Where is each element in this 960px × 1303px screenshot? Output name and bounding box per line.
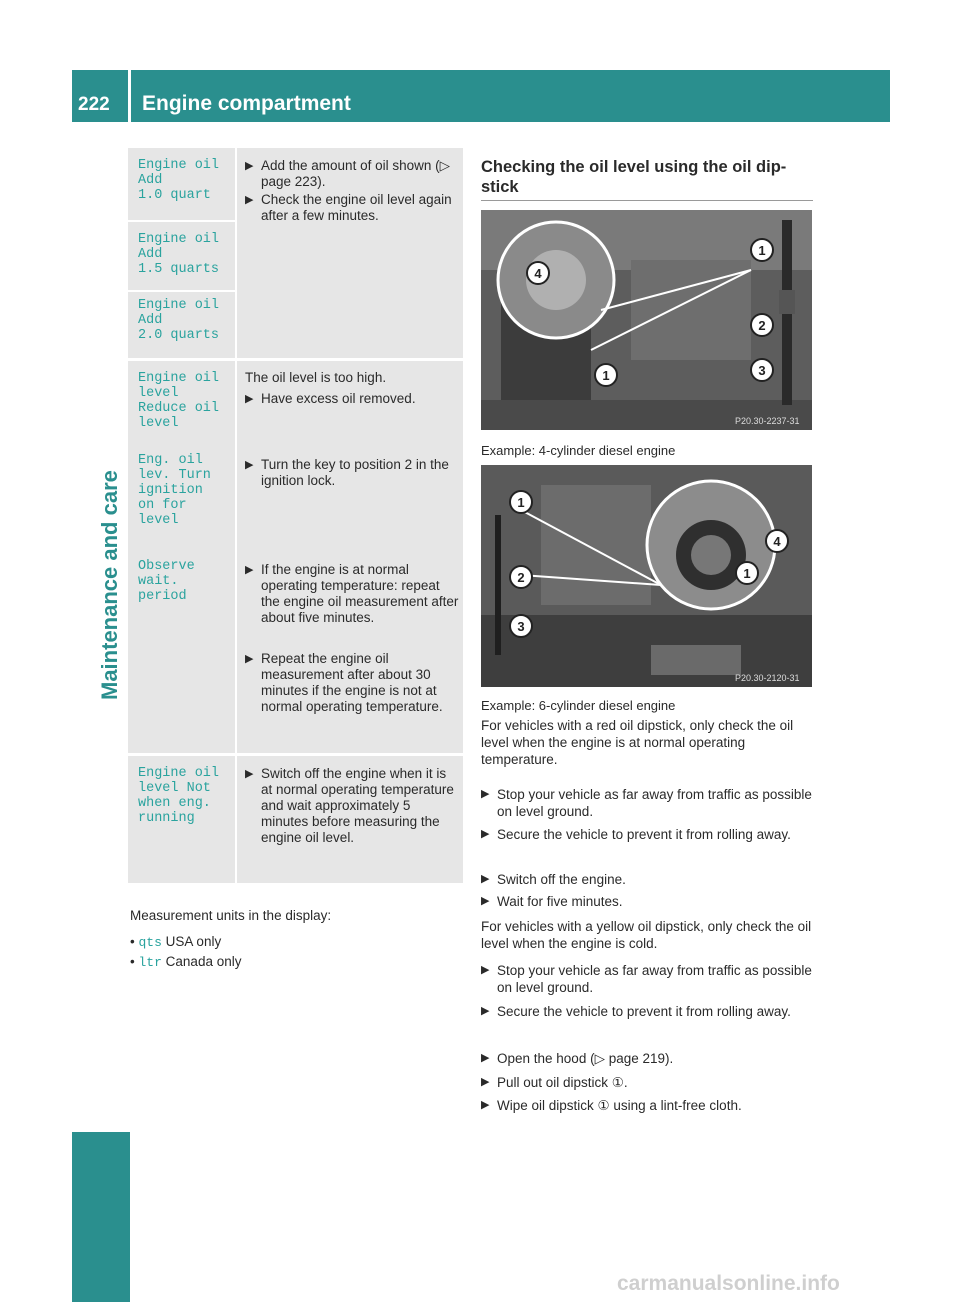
action-cell [237, 756, 463, 883]
message-cell [128, 756, 235, 883]
svg-text:4: 4 [534, 266, 542, 281]
svg-text:1: 1 [758, 243, 766, 258]
action-cell [237, 148, 463, 358]
instruction-step: ▶ Add the amount of oil shown (▷ page 223). [245, 158, 450, 189]
engine-photo-4cyl [481, 210, 812, 430]
step-arrow-icon: ▶ [245, 194, 254, 206]
svg-text:1: 1 [743, 566, 751, 581]
step-arrow-icon: ▶ [481, 1099, 490, 1111]
divider [128, 220, 235, 222]
step-arrow-icon: ▶ [245, 768, 254, 780]
instruction-step: ▶ Turn the key to position 2 in the ignition lock. [245, 457, 449, 488]
photo-caption: Example: 4-cylinder diesel engine [481, 443, 676, 458]
svg-text:3: 3 [758, 363, 766, 378]
header-divider [128, 70, 131, 122]
divider [128, 290, 235, 292]
section-tab [72, 1132, 130, 1302]
display-message: Observe wait. period [138, 559, 195, 604]
page-number: 222 [78, 94, 110, 115]
step-arrow-icon: ▶ [245, 459, 254, 471]
table-row [128, 756, 463, 883]
svg-text:1: 1 [517, 495, 525, 510]
instruction-step: ▶ Check the engine oil level again after a few minutes. [245, 192, 452, 223]
list-item [130, 932, 241, 952]
step-arrow-icon: ▶ [481, 1052, 490, 1064]
table-row [128, 361, 463, 753]
message-cell [128, 148, 235, 358]
instruction-step: ▶ Switch off the engine when it is at normal operating temperature and wait approximately 5 minutes before measuring the engine oil level. [245, 766, 454, 845]
instruction-step: ▶ If the engine is at normal operating temperature: repeat the engine oil measurement after about five minutes. [245, 562, 459, 625]
svg-text:P20.30-2120-31: P20.30-2120-31 [735, 673, 800, 683]
instruction-step: ▶ Repeat the engine oil measurement after about 30 minutes if the engine is not at normal operating temperature. [245, 651, 443, 714]
unit-code: qts [138, 935, 162, 950]
page-title: Engine compartment [142, 92, 351, 115]
units-intro: Measurement units in the display: [130, 908, 332, 923]
step-arrow-icon: ▶ [481, 828, 490, 840]
status-text: The oil level is too high. [245, 370, 387, 385]
display-message: Engine oil Add 1.5 quarts [138, 232, 220, 277]
paragraph: For vehicles with a yellow oil dipstick, only check the oil level when the engine is cold. [481, 919, 812, 951]
section-heading: Checking the oil level using the oil dip-stick [481, 158, 787, 196]
svg-text:2: 2 [758, 318, 766, 333]
bullet-icon: • [130, 954, 135, 969]
unit-desc: Canada only [165, 954, 242, 969]
instruction-step: ▶ Secure the vehicle to prevent it from rolling away. [481, 827, 791, 842]
instruction-step: ▶ Open the hood (▷ page 219). [481, 1051, 674, 1066]
engine-photo-image [481, 465, 812, 687]
display-message: Engine oil level Reduce oil level [138, 371, 220, 431]
instruction-step: ▶ Secure the vehicle to prevent it from rolling away. [481, 1004, 791, 1019]
step-arrow-icon: ▶ [245, 564, 254, 576]
action-cell [237, 361, 463, 753]
paragraph: For vehicles with a red oil dipstick, only check the oil level when the engine is at normal operating temperature. [481, 718, 794, 767]
step-arrow-icon: ▶ [481, 964, 490, 976]
photo-caption: Example: 6-cylinder diesel engine [481, 698, 676, 713]
engine-photo-6cyl [481, 465, 812, 687]
heading-rule [481, 200, 813, 201]
display-message: Engine oil level Not when eng. running [138, 766, 220, 826]
svg-text:4: 4 [773, 534, 781, 549]
instruction-step: ▶ Switch off the engine. [481, 872, 626, 887]
step-arrow-icon: ▶ [245, 393, 254, 405]
step-arrow-icon: ▶ [481, 895, 490, 907]
table-row [128, 148, 463, 358]
svg-text:2: 2 [517, 570, 525, 585]
watermark: carmanualsonline.info [617, 1272, 840, 1295]
svg-text:1: 1 [602, 368, 610, 383]
display-message: Eng. oil lev. Turn ignition on for level [138, 453, 211, 528]
instruction-step: ▶ Stop your vehicle as far away from traffic as possible on level ground. [481, 787, 812, 819]
step-arrow-icon: ▶ [481, 1005, 490, 1017]
bullet-icon: • [130, 934, 135, 949]
step-arrow-icon: ▶ [245, 653, 254, 665]
units-list [130, 932, 241, 972]
unit-desc: USA only [165, 934, 222, 949]
instruction-step: ▶ Have excess oil removed. [245, 391, 416, 406]
step-arrow-icon: ▶ [481, 788, 490, 800]
engine-photo-image [481, 210, 812, 430]
display-message: Engine oil Add 1.0 quart [138, 158, 220, 203]
instruction-step: ▶ Wait for five minutes. [481, 894, 623, 909]
display-message: Engine oil Add 2.0 quarts [138, 298, 220, 343]
instruction-step: ▶ Wipe oil dipstick ① using a lint-free cloth. [481, 1098, 742, 1113]
instruction-step: ▶ Pull out oil dipstick ①. [481, 1075, 628, 1090]
message-cell [128, 361, 235, 753]
step-arrow-icon: ▶ [245, 160, 254, 172]
step-arrow-icon: ▶ [481, 873, 490, 885]
svg-text:P20.30-2237-31: P20.30-2237-31 [735, 416, 800, 426]
section-tab-label: Maintenance and care [97, 470, 122, 700]
instruction-step: ▶ Stop your vehicle as far away from traffic as possible on level ground. [481, 963, 812, 995]
list-item [130, 952, 241, 972]
unit-code: ltr [138, 955, 162, 970]
step-arrow-icon: ▶ [481, 1076, 490, 1088]
svg-text:3: 3 [517, 619, 525, 634]
